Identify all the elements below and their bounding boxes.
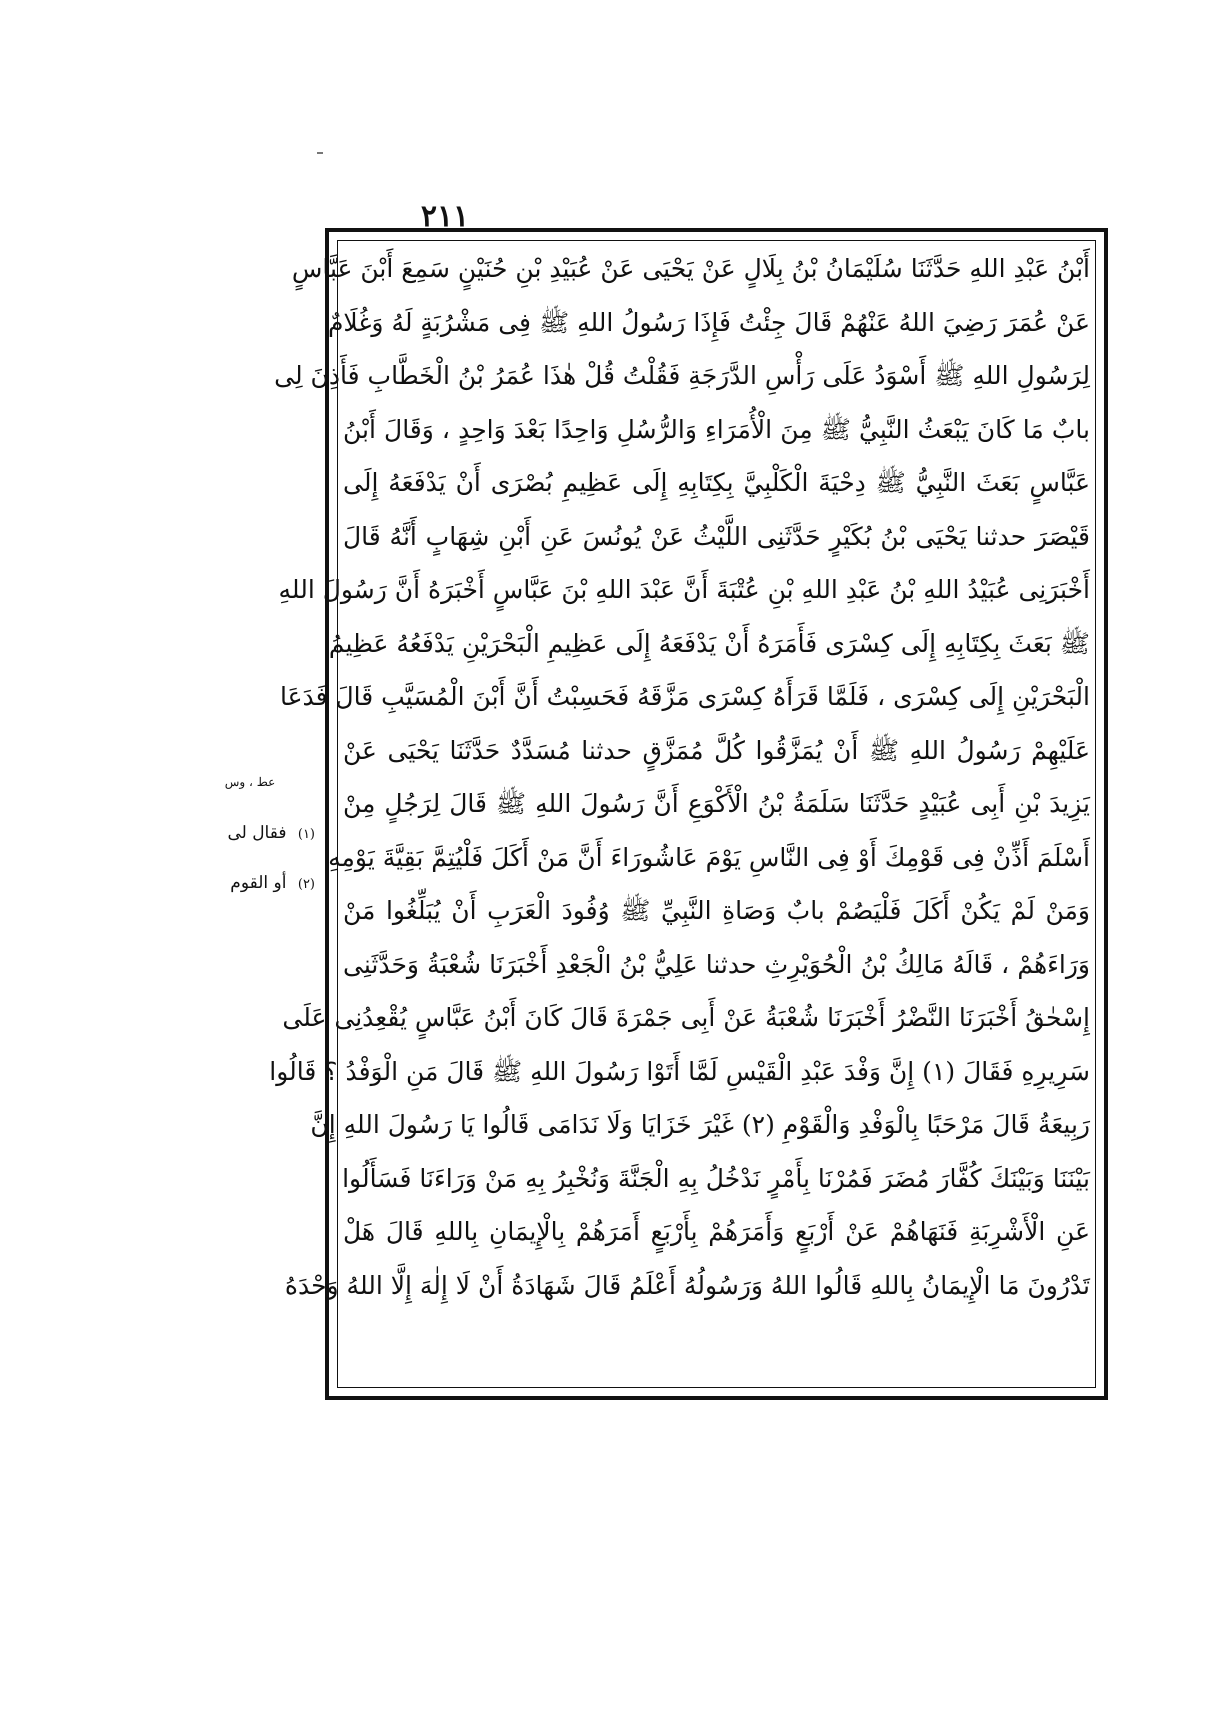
text-line: تَدْرُونَ مَا الْإِيمَانُ بِاللهِ قَالُوا اللهُ وَرَسُولُهُ أَعْلَمُ قَالَ شَهَادَةُ أَنْ لَا إِلٰهَ إِلَّا اللهُ وَحْدَهُ (284, 1270, 1090, 1300)
page-number: ٢١١ (420, 199, 470, 234)
text-line: لِرَسُولِ اللهِ ﷺ أَسْوَدُ عَلَى رَأْسِ الدَّرَجَةِ فَقُلْتُ قُلْ هٰذَا عُمَرُ بْنُ الْخَطَّابِ فَأَذِنَ لِى (274, 361, 1090, 390)
text-line: بَيْنَنَا وَبَيْنَكَ كُفَّارَ مُضَرَ فَمُرْنَا بِأَمْرٍ نَدْخُلُ بِهِ الْجَنَّةَ وَنُخْبِرُ بِهِ مَنْ وَرَاءَنَا فَسَأَلُوا (342, 1163, 1090, 1193)
margin-note-number: (٢) (297, 877, 315, 892)
text-line: وَمَنْ لَمْ يَكُنْ أَكَلَ فَلْيَصُمْ بابٌ وَصَاةِ النَّبِيِّ ﷺ وُفُودَ الْعَرَبِ أَنْ يُبَلِّغُوا مَنْ (343, 896, 1090, 925)
margin-note-number: (١) (297, 827, 315, 842)
text-line: عَبَّاسٍ بَعَثَ النَّبِيُّ ﷺ دِحْيَةَ الْكَلْبِيَّ بِكِتَابِهِ إِلَى عَظِيمِ بُصْرَى أَنْ يَدْفَعَهُ إِلَى (343, 468, 1090, 497)
text-line: يَزِيدَ بْنِ أَبِى عُبَيْدٍ حَدَّثَنَا سَلَمَةُ بْنُ الْأَكْوَعِ أَنَّ رَسُولَ اللهِ ﷺ قَالَ لِرَجُلٍ مِنْ (343, 789, 1090, 818)
margin-note (185, 813, 315, 863)
text-line: ﷺ بَعَثَ بِكِتَابِهِ إِلَى كِسْرَى فَأَمَرَهُ أَنْ يَدْفَعَهُ إِلَى عَظِيمِ الْبَحْرَيْنِ يَدْفَعُهُ عَظِيمُ (328, 628, 1090, 658)
text-line: رَبِيعَةُ قَالَ مَرْحَبًا بِالْوَفْدِ وَالْقَوْمِ (٢) غَيْرَ خَزَايَا وَلَا نَدَامَى قَالُوا يَا رَسُولَ اللهِ إِنَّ (310, 1110, 1090, 1139)
text-line: أَخْبَرَنِى عُبَيْدُ اللهِ بْنُ عَبْدِ اللهِ بْنِ عُتْبَةَ أَنَّ عَبْدَ اللهِ بْنَ عَبَّاسٍ أَخْبَرَهُ أَنَّ رَسُولَ اللهِ (278, 575, 1090, 604)
margin-note-header: عط ، وس (224, 775, 276, 789)
text-line: عَنِ الْأَشْرِبَةِ فَنَهَاهُمْ عَنْ أَرْبَعٍ وَأَمَرَهُمْ بِأَرْبَعٍ أَمَرَهُمْ بِالْإِيمَانِ بِاللهِ قَالَ هَلْ (343, 1217, 1090, 1246)
text-line: عَلَيْهِمْ رَسُولُ اللهِ ﷺ أَنْ يُمَزَّقُوا كُلَّ مُمَزَّقٍ حدثنا مُسَدَّدٌ حَدَّثَنَا يَحْيَى عَنْ (343, 735, 1090, 765)
margin-note (185, 863, 315, 913)
margin-note-text: فقال لى (227, 823, 287, 843)
stray-mark (317, 152, 323, 154)
margin-note-text: أو القوم (230, 873, 287, 893)
text-line: أَبْنُ عَبْدِ اللهِ حَدَّثَنَا سُلَيْمَانُ بْنُ بِلَالٍ عَنْ يَحْيَى عَنْ عُبَيْدِ بْنِ حُنَيْنٍ سَمِعَ أَبْنَ عَبَّاسٍ (291, 254, 1090, 283)
text-line: سَرِيرِهِ فَقَالَ (١) إِنَّ وَفْدَ عَبْدِ الْقَيْسِ لَمَّا أَتَوْا رَسُولَ اللهِ ﷺ قَالَ مَنِ الْوَفْدُ ؟ قَالُوا (269, 1056, 1090, 1086)
text-line: وَرَاءَهُمْ ، قَالَهُ مَالِكُ بْنُ الْحُوَيْرِثِ حدثنا عَلِيُّ بْنُ الْجَعْدِ أَخْبَرَنَا شُعْبَةُ وَحَدَّثَنِى (343, 949, 1090, 979)
text-line: عَنْ عُمَرَ رَضِيَ اللهُ عَنْهُمْ قَالَ جِئْتُ فَإِذَا رَسُولُ اللهِ ﷺ فِى مَشْرُبَةٍ لَهُ وَغُلَامٌ (327, 307, 1090, 337)
text-line: بابٌ مَا كَانَ يَبْعَثُ النَّبِيُّ ﷺ مِنَ الْأُمَرَاءِ وَالرُّسُلِ وَاحِدًا بَعْدَ وَاحِدٍ ، وَقَالَ أَبْنُ (343, 414, 1090, 444)
text-line: أَسْلَمَ أَذِّنْ فِى قَوْمِكَ أَوْ فِى النَّاسِ يَوْمَ عَاشُورَاءَ أَنَّ مَنْ أَكَلَ فَلْيُتِمَّ بَقِيَّةَ يَوْمِهِ (328, 842, 1090, 872)
text-line: الْبَحْرَيْنِ إِلَى كِسْرَى ، فَلَمَّا قَرَأَهُ كِسْرَى مَزَّقَهُ فَحَسِبْتُ أَنَّ أَبْنَ الْمُسَيَّبِ قَالَ فَدَعَا (279, 682, 1090, 711)
text-line: قَيْصَرَ حدثنا يَحْيَى بْنُ بُكَيْرٍ حَدَّثَنِى اللَّيْثُ عَنْ يُونُسَ عَنِ أَبْنِ شِهَابٍ أَنَّهُ قَالَ (343, 521, 1090, 551)
main-text (269, 242, 1090, 1386)
text-line: إِسْحٰقُ أَخْبَرَنَا النَّضْرُ أَخْبَرَنَا شُعْبَةُ عَنْ أَبِى جَمْرَةَ قَالَ كَانَ أَبْنُ عَبَّاسٍ يُقْعِدُنِى عَلَى (282, 1003, 1090, 1032)
page-frame (269, 228, 1108, 1400)
margin-notes (185, 775, 315, 913)
